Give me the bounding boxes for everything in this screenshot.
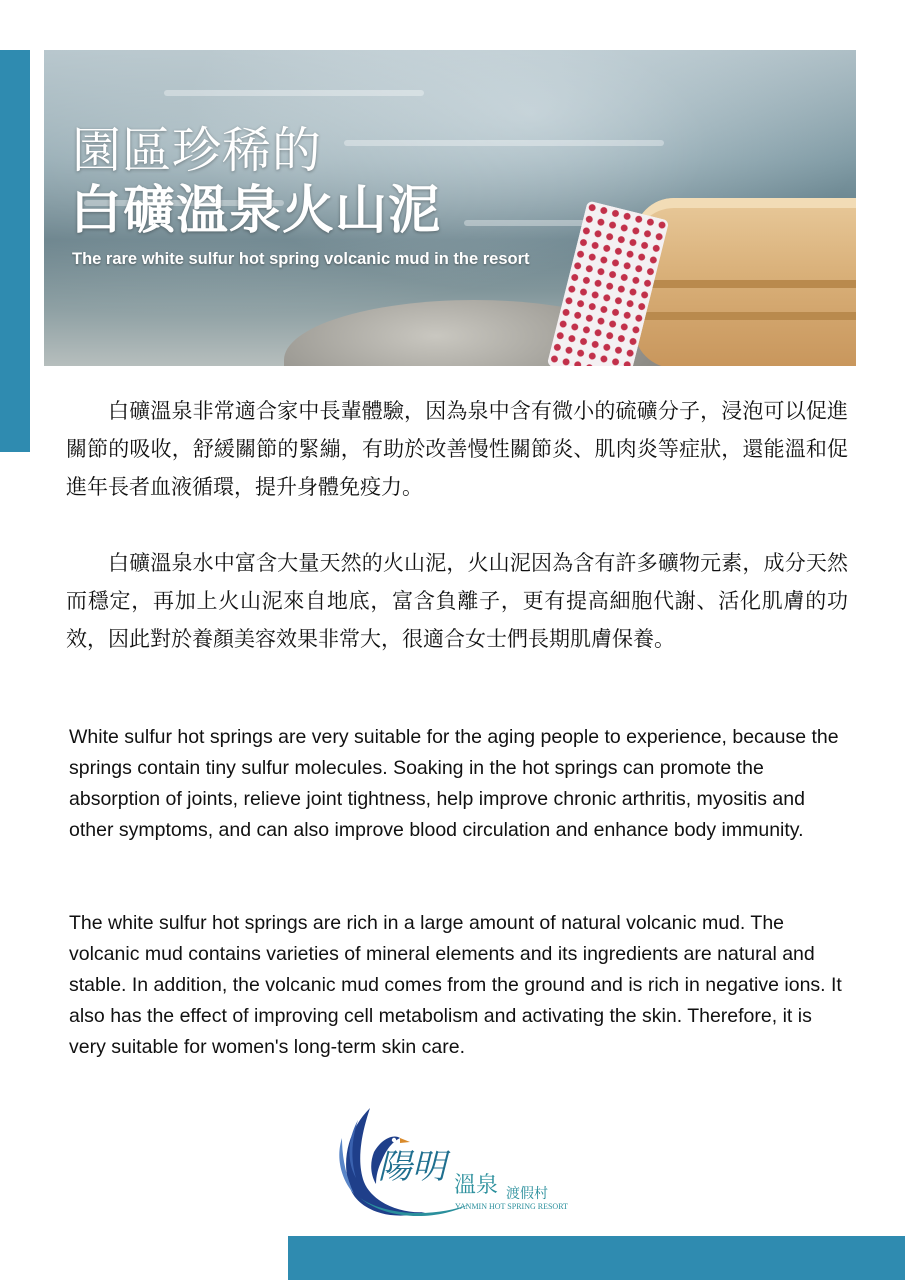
left-accent-bar	[0, 50, 30, 452]
hero-image	[44, 50, 856, 366]
chinese-paragraph-2: 白礦溫泉水中富含大量天然的火山泥，火山泥因為含有許多礦物元素，成分天然而穩定，再加上火山泥來自地底，富含負離子，更有提高細胞代謝、活化肌膚的功效，因此對於養顏美容效果非常大，很適合女士們長期肌膚保養。	[66, 551, 848, 651]
logo-name-resort: 渡假村	[506, 1186, 548, 1202]
logo-name-hotspring: 溫泉	[454, 1173, 499, 1198]
hero-subtitle: The rare white sulfur hot spring volcanic mud in the resort	[72, 250, 530, 268]
english-paragraph-1: White sulfur hot springs are very suitable for the aging people to experience, because the springs contain tiny sulfur molecules. Soaking in the hot springs can promote the absorption of joints, relieve joint tightness, help improve chronic arthritis, myositis and other symptoms, and can also improve blood circulation and enhance body immunity.	[69, 726, 839, 841]
chinese-paragraph-1: 白礦溫泉非常適合家中長輩體驗，因為泉中含有微小的硫礦分子，浸泡可以促進關節的吸收，舒緩關節的緊繃，有助於改善慢性關節炎、肌肉炎等症狀，還能溫和促進年長者血液循環，提升身體免疫力。	[66, 399, 848, 499]
water-highlight	[164, 90, 424, 96]
tub-band	[634, 312, 856, 320]
logo-name-yangming: 陽明	[378, 1147, 446, 1187]
hero-title-line1: 園區珍稀的	[72, 122, 323, 179]
water-highlight	[344, 140, 664, 146]
resort-logo	[330, 1098, 580, 1222]
hero-title-line2: 白礦溫泉火山泥	[70, 181, 442, 241]
english-paragraph-2: The white sulfur hot springs are rich in a large amount of natural volcanic mud. The volcanic mud contains varieties of mineral elements and its ingredients are natural and stable. In addition, the volcanic mud comes from the ground and is rich in negative ions. It also has the effect of improving cell metabolism and activating the skin. Therefore, it is very suitable for women's long-term skin care.	[69, 912, 842, 1058]
magpie-bird-icon	[330, 1098, 580, 1222]
logo-english-name: YANMIN HOT SPRING RESORT	[455, 1202, 568, 1211]
bottom-accent-bar	[288, 1236, 905, 1280]
tub-band	[634, 280, 856, 288]
